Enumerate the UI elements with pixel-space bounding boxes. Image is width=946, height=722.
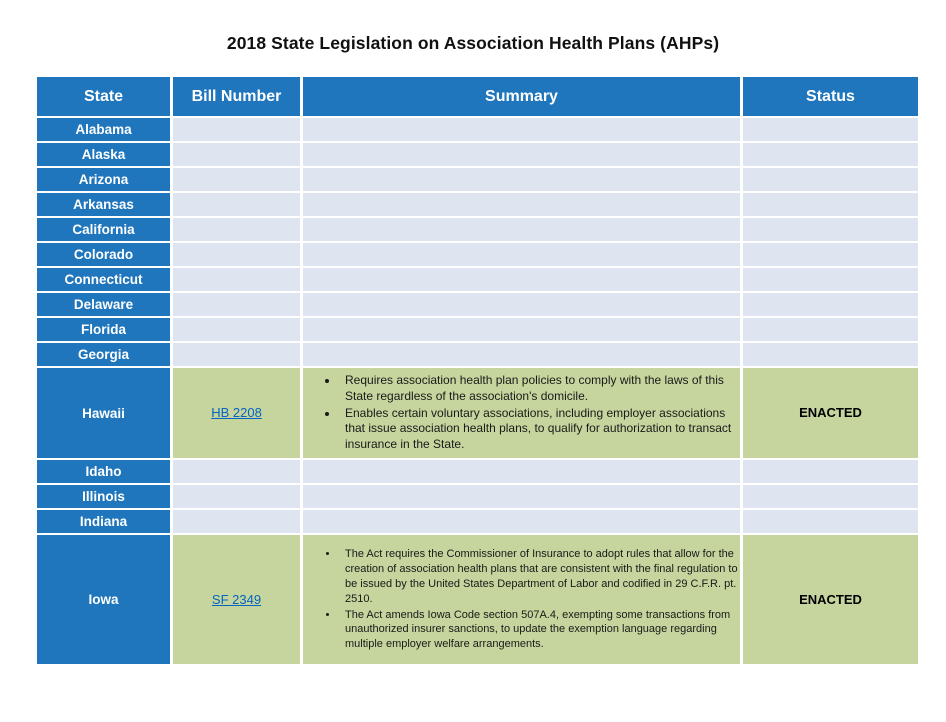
page-title: 2018 State Legislation on Association Health Plans (AHPs) [226,33,720,53]
state-cell: Indiana [37,510,170,533]
state-cell: Delaware [37,293,170,316]
summary-bullet: • Enables certain voluntary associations, including employer associations that issue association health plans, to qualify for authorization to transact insurance in the State. [339,406,740,453]
status-cell [743,510,918,533]
ahp-legislation-table [34,75,921,666]
bill-cell [173,218,300,241]
bill-cell [173,343,300,366]
state-cell: Connecticut [37,268,170,291]
state-cell: Idaho [37,460,170,483]
bill-cell [173,368,300,458]
bill-link[interactable]: SF 2349 [211,591,262,607]
status-cell [743,143,918,166]
bill-cell [173,268,300,291]
table-row [37,535,918,664]
summary-cell [303,193,740,216]
bill-link[interactable]: HB 2208 [211,405,262,421]
summary-bullet: • Requires association health plan policies to comply with the laws of this State regardless of the association's domicile. [339,373,740,405]
state-cell: California [37,218,170,241]
table-row [37,118,918,141]
summary-cell [303,510,740,533]
state-cell: Colorado [37,243,170,266]
bill-cell [173,243,300,266]
summary-cell [303,460,740,483]
table-row [37,168,918,191]
state-cell: Arizona [37,168,170,191]
status-cell [743,535,918,664]
summary-cell [303,293,740,316]
status-text: ENACTED [799,405,862,421]
bill-cell [173,485,300,508]
table-row [37,510,918,533]
table-header [37,77,918,116]
summary-cell [303,485,740,508]
status-cell [743,368,918,458]
table-row [37,343,918,366]
table-row [37,218,918,241]
summary-list [303,547,740,652]
status-cell [743,318,918,341]
summary-cell [303,343,740,366]
bill-cell [173,118,300,141]
state-cell: Georgia [37,343,170,366]
summary-list [303,373,740,453]
summary-cell [303,535,740,664]
summary-cell [303,218,740,241]
header-state: State [37,77,170,116]
table-row [37,318,918,341]
header-bill-number: Bill Number [173,77,300,116]
status-cell [743,118,918,141]
header-status: Status [743,77,918,116]
table-row [37,243,918,266]
status-cell [743,293,918,316]
state-cell: Florida [37,318,170,341]
summary-cell [303,368,740,458]
table-row [37,368,918,458]
state-cell: Illinois [37,485,170,508]
state-cell: Arkansas [37,193,170,216]
bill-cell [173,510,300,533]
summary-cell [303,243,740,266]
status-cell [743,218,918,241]
table-row [37,268,918,291]
summary-cell [303,168,740,191]
state-cell: Alaska [37,143,170,166]
table-row [37,485,918,508]
status-text: ENACTED [799,591,862,607]
status-cell [743,243,918,266]
table-row [37,193,918,216]
summary-bullet: • The Act requires the Commissioner of Insurance to adopt rules that allow for the creation of association health plans that are consistent with the final regulation to be issued by the United States Department of Labor and codified in 29 C.F.R. pt. 2510. [339,547,740,606]
status-cell [743,343,918,366]
table-row [37,293,918,316]
summary-bullet: • The Act amends Iowa Code section 507A.4, exempting some transactions from unauthorized insurer sanctions, to update the exemption language regarding multiple employer welfare arrangements. [339,608,740,653]
bill-cell [173,460,300,483]
bill-cell [173,535,300,664]
state-cell: Iowa [37,535,170,664]
status-cell [743,460,918,483]
status-cell [743,193,918,216]
state-cell: Alabama [37,118,170,141]
state-cell: Hawaii [37,368,170,458]
summary-cell [303,118,740,141]
bill-cell [173,293,300,316]
bill-cell [173,193,300,216]
bill-cell [173,318,300,341]
table-row [37,143,918,166]
summary-cell [303,143,740,166]
summary-cell [303,268,740,291]
status-cell [743,485,918,508]
bill-cell [173,143,300,166]
status-cell [743,268,918,291]
summary-cell [303,318,740,341]
status-cell [743,168,918,191]
header-summary: Summary [303,77,740,116]
table-row [37,460,918,483]
bill-cell [173,168,300,191]
table-body [37,118,918,664]
